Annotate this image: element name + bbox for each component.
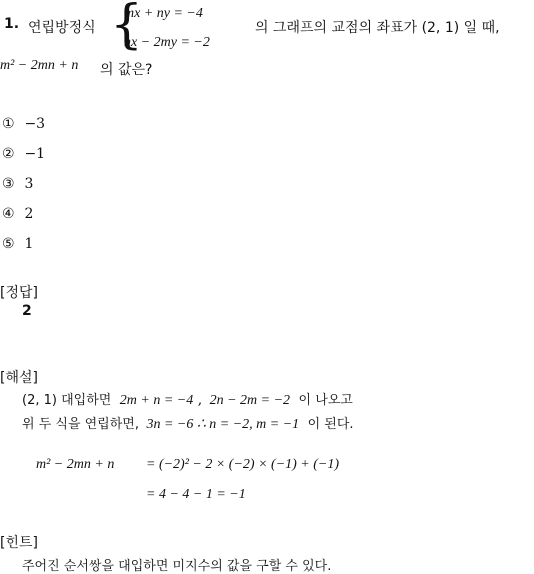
system-brace: { — [110, 0, 144, 55]
choice-mark: ⑤ — [2, 236, 15, 252]
choice-mark: ① — [2, 116, 15, 132]
calc-step-2: = 4 − 4 − 1 = −1 — [146, 487, 246, 502]
choice-value: 1 — [24, 236, 34, 252]
choice-1[interactable] — [2, 116, 45, 132]
choice-mark: ② — [2, 146, 15, 162]
choice-5[interactable] — [2, 236, 33, 252]
choice-value: −3 — [24, 116, 46, 132]
choice-4[interactable] — [2, 206, 33, 222]
question-lead: 연립방정식 — [28, 20, 96, 36]
choice-value: 3 — [24, 176, 34, 192]
question-tail: 의 값은? — [100, 62, 153, 78]
explanation-line-1: (2, 1) 대입하면 2m + n = −4 , 2n − 2m = −2 이 나오고 — [22, 392, 353, 408]
explanation-label: [해설] — [0, 370, 38, 386]
question-after: 의 그래프의 교점의 좌표가 (2, 1) 일 때, — [255, 20, 500, 36]
choice-3[interactable] — [2, 176, 33, 192]
question-expression: m² − 2mn + n — [0, 58, 79, 73]
choice-mark: ④ — [2, 206, 15, 222]
calc-step-1: = (−2)² − 2 × (−2) × (−1) + (−1) — [146, 457, 340, 472]
explanation-line-2: 위 두 식을 연립하면, 3n = −6 ∴ n = −2, m = −1 이 된다. — [22, 417, 354, 432]
answer-value: 2 — [22, 303, 32, 319]
choice-2[interactable] — [2, 146, 45, 162]
question-number: 1. — [4, 16, 20, 32]
choice-value: −1 — [24, 146, 46, 162]
answer-label: [정답] — [0, 285, 38, 301]
calc-lhs: m² − 2mn + n — [36, 457, 115, 472]
choice-value: 2 — [24, 206, 34, 222]
equation-1: mx + ny = −4 — [124, 6, 203, 21]
hint-label: [힌트] — [0, 535, 38, 551]
choice-mark: ③ — [2, 176, 15, 192]
hint-text: 주어진 순서쌍을 대입하면 미지수의 값을 구할 수 있다. — [22, 559, 332, 574]
equation-2: nx − 2my = −2 — [124, 35, 210, 50]
